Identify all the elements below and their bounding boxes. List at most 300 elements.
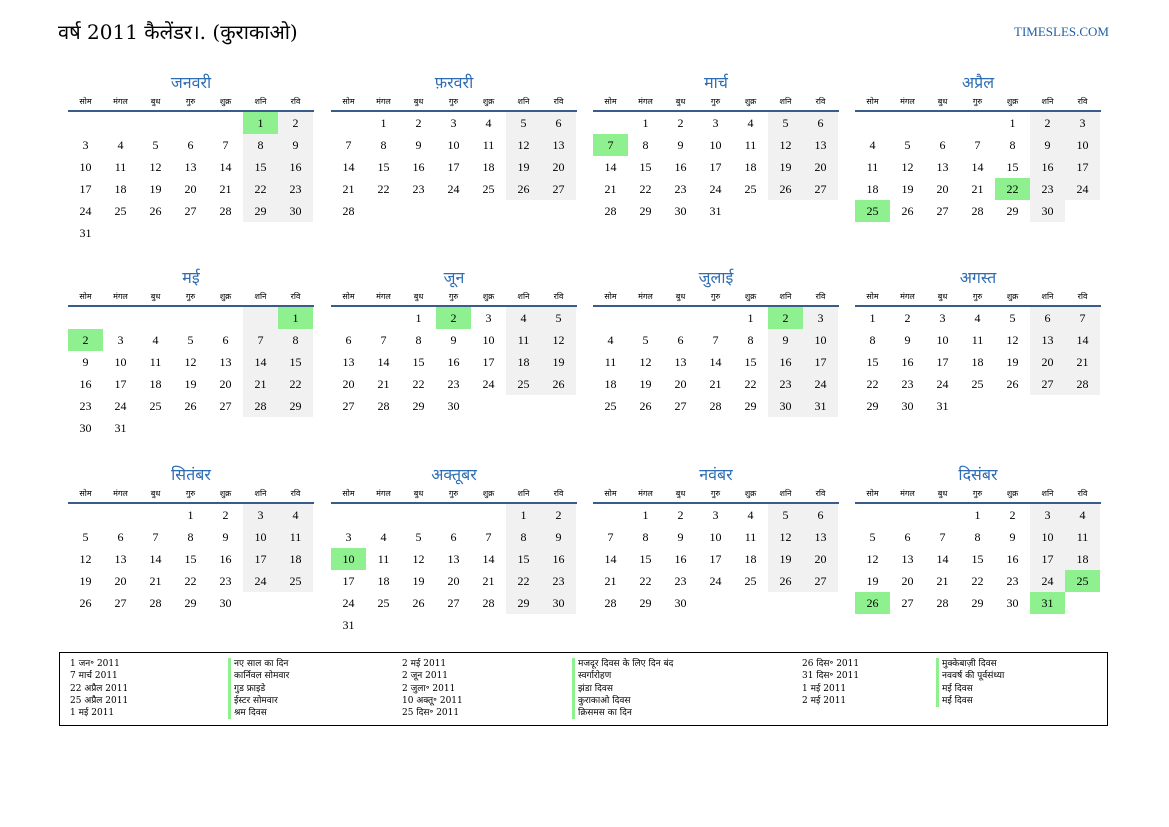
day-cell[interactable]: 22 <box>278 373 313 395</box>
day-cell[interactable]: 17 <box>1030 548 1065 570</box>
day-cell[interactable]: 6 <box>904 530 911 544</box>
day-cell[interactable]: 5 <box>415 530 422 544</box>
day-cell[interactable]: 24 <box>936 377 949 391</box>
day-cell[interactable]: 9 <box>222 530 229 544</box>
day-cell[interactable]: 3 <box>345 530 352 544</box>
day-cell[interactable]: 30 <box>79 421 92 435</box>
day-cell[interactable]: 10 <box>1030 526 1065 548</box>
day-cell[interactable]: 16 <box>768 351 803 373</box>
day-cell[interactable]: 12 <box>866 552 879 566</box>
day-cell[interactable]: 22 <box>412 377 425 391</box>
day-cell[interactable]: 19 <box>412 574 425 588</box>
day-cell[interactable]: 15 <box>971 552 984 566</box>
day-cell[interactable]: 2 <box>677 116 684 130</box>
day-cell[interactable]: 2 <box>677 508 684 522</box>
day-cell[interactable]: 9 <box>541 526 576 548</box>
day-cell[interactable]: 14 <box>936 552 949 566</box>
day-cell[interactable]: 29 <box>639 596 652 610</box>
day-cell[interactable]: 30 <box>901 399 914 413</box>
day-cell[interactable]: 7 <box>485 530 492 544</box>
day-cell[interactable]: 13 <box>1030 329 1065 351</box>
day-cell[interactable]: 14 <box>604 552 617 566</box>
day-cell[interactable]: 28 <box>604 596 617 610</box>
day-cell[interactable]: 8 <box>278 329 313 351</box>
day-cell[interactable]: 25 <box>377 596 390 610</box>
day-cell[interactable]: 8 <box>869 333 876 347</box>
day-cell[interactable]: 7 <box>593 134 628 156</box>
day-cell[interactable]: 9 <box>278 134 313 156</box>
day-cell[interactable]: 27 <box>674 399 687 413</box>
day-cell[interactable]: 27 <box>342 399 355 413</box>
day-cell[interactable]: 14 <box>219 160 232 174</box>
day-cell[interactable]: 3 <box>82 138 89 152</box>
day-cell[interactable]: 17 <box>936 355 949 369</box>
day-cell[interactable]: 25 <box>278 570 313 592</box>
day-cell[interactable]: 29 <box>278 395 313 417</box>
day-cell[interactable]: 13 <box>901 552 914 566</box>
day-cell[interactable]: 24 <box>1065 178 1100 200</box>
day-cell[interactable]: 21 <box>936 574 949 588</box>
day-cell[interactable]: 14 <box>342 160 355 174</box>
day-cell[interactable]: 7 <box>607 530 614 544</box>
day-cell[interactable]: 9 <box>677 138 684 152</box>
day-cell[interactable]: 26 <box>639 399 652 413</box>
day-cell[interactable]: 7 <box>939 530 946 544</box>
day-cell[interactable]: 1 <box>506 504 541 526</box>
day-cell[interactable]: 17 <box>1065 156 1100 178</box>
day-cell[interactable]: 5 <box>541 307 576 329</box>
day-cell[interactable]: 10 <box>114 355 127 369</box>
day-cell[interactable]: 4 <box>1065 504 1100 526</box>
day-cell[interactable]: 17 <box>342 574 355 588</box>
day-cell[interactable]: 29 <box>412 399 425 413</box>
day-cell[interactable]: 21 <box>604 574 617 588</box>
day-cell[interactable]: 14 <box>243 351 278 373</box>
day-cell[interactable]: 24 <box>342 596 355 610</box>
day-cell[interactable]: 11 <box>114 160 127 174</box>
day-cell[interactable]: 12 <box>412 552 425 566</box>
day-cell[interactable]: 28 <box>149 596 162 610</box>
day-cell[interactable]: 21 <box>1065 351 1100 373</box>
day-cell[interactable]: 13 <box>674 355 687 369</box>
day-cell[interactable]: 25 <box>482 182 495 196</box>
day-cell[interactable]: 28 <box>219 204 232 218</box>
day-cell[interactable]: 6 <box>803 112 838 134</box>
day-cell[interactable]: 30 <box>1030 200 1065 222</box>
day-cell[interactable]: 19 <box>639 377 652 391</box>
day-cell[interactable]: 27 <box>803 178 838 200</box>
day-cell[interactable]: 25 <box>604 399 617 413</box>
day-cell[interactable]: 5 <box>187 333 194 347</box>
day-cell[interactable]: 8 <box>642 138 649 152</box>
day-cell[interactable]: 11 <box>971 333 984 347</box>
day-cell[interactable]: 4 <box>747 508 754 522</box>
day-cell[interactable]: 24 <box>482 377 495 391</box>
day-cell[interactable]: 22 <box>184 574 197 588</box>
day-cell[interactable]: 11 <box>278 526 313 548</box>
day-cell[interactable]: 20 <box>803 548 838 570</box>
day-cell[interactable]: 21 <box>482 574 495 588</box>
day-cell[interactable]: 27 <box>901 596 914 610</box>
day-cell[interactable]: 2 <box>278 112 313 134</box>
day-cell[interactable]: 11 <box>604 355 617 369</box>
day-cell[interactable]: 6 <box>450 530 457 544</box>
day-cell[interactable]: 22 <box>506 570 541 592</box>
day-cell[interactable]: 10 <box>709 138 722 152</box>
day-cell[interactable]: 24 <box>709 574 722 588</box>
day-cell[interactable]: 11 <box>744 138 757 152</box>
day-cell[interactable]: 14 <box>1065 329 1100 351</box>
day-cell[interactable]: 24 <box>447 182 460 196</box>
day-cell[interactable]: 28 <box>971 204 984 218</box>
day-cell[interactable]: 28 <box>377 399 390 413</box>
day-cell[interactable]: 17 <box>709 552 722 566</box>
day-cell[interactable]: 22 <box>744 377 757 391</box>
day-cell[interactable]: 4 <box>152 333 159 347</box>
day-cell[interactable]: 3 <box>485 311 492 325</box>
day-cell[interactable]: 23 <box>541 570 576 592</box>
day-cell[interactable]: 4 <box>869 138 876 152</box>
day-cell[interactable]: 22 <box>866 377 879 391</box>
day-cell[interactable]: 16 <box>674 160 687 174</box>
day-cell[interactable]: 13 <box>447 552 460 566</box>
day-cell[interactable]: 7 <box>345 138 352 152</box>
day-cell[interactable]: 30 <box>447 399 460 413</box>
day-cell[interactable]: 14 <box>149 552 162 566</box>
day-cell[interactable]: 3 <box>712 116 719 130</box>
day-cell[interactable]: 15 <box>639 552 652 566</box>
day-cell[interactable]: 27 <box>219 399 232 413</box>
day-cell[interactable]: 10 <box>1065 134 1100 156</box>
day-cell[interactable]: 11 <box>1065 526 1100 548</box>
day-cell[interactable]: 28 <box>243 395 278 417</box>
day-cell[interactable]: 9 <box>450 333 457 347</box>
day-cell[interactable]: 8 <box>415 333 422 347</box>
day-cell[interactable]: 30 <box>1006 596 1019 610</box>
day-cell[interactable]: 15 <box>506 548 541 570</box>
day-cell[interactable]: 18 <box>604 377 617 391</box>
day-cell[interactable]: 2 <box>222 508 229 522</box>
day-cell[interactable]: 29 <box>243 200 278 222</box>
day-cell[interactable]: 18 <box>1065 548 1100 570</box>
day-cell[interactable]: 2 <box>1030 112 1065 134</box>
day-cell[interactable]: 17 <box>114 377 127 391</box>
day-cell[interactable]: 24 <box>709 182 722 196</box>
day-cell[interactable]: 4 <box>117 138 124 152</box>
day-cell[interactable]: 27 <box>803 570 838 592</box>
day-cell[interactable]: 18 <box>971 355 984 369</box>
day-cell[interactable]: 6 <box>803 504 838 526</box>
day-cell[interactable]: 20 <box>541 156 576 178</box>
day-cell[interactable]: 8 <box>243 134 278 156</box>
day-cell[interactable]: 27 <box>114 596 127 610</box>
day-cell[interactable]: 8 <box>974 530 981 544</box>
day-cell[interactable]: 8 <box>380 138 387 152</box>
day-cell[interactable]: 5 <box>642 333 649 347</box>
day-cell[interactable]: 26 <box>768 570 803 592</box>
day-cell[interactable]: 26 <box>184 399 197 413</box>
day-cell[interactable]: 17 <box>447 160 460 174</box>
day-cell[interactable]: 30 <box>674 204 687 218</box>
day-cell[interactable]: 21 <box>971 182 984 196</box>
day-cell[interactable]: 19 <box>541 351 576 373</box>
day-cell[interactable]: 8 <box>506 526 541 548</box>
day-cell[interactable]: 19 <box>768 156 803 178</box>
day-cell[interactable]: 8 <box>642 530 649 544</box>
day-cell[interactable]: 7 <box>1065 307 1100 329</box>
day-cell[interactable]: 11 <box>377 552 390 566</box>
day-cell[interactable]: 21 <box>243 373 278 395</box>
day-cell[interactable]: 2 <box>904 311 911 325</box>
day-cell[interactable]: 6 <box>541 112 576 134</box>
day-cell[interactable]: 4 <box>607 333 614 347</box>
day-cell[interactable]: 19 <box>149 182 162 196</box>
day-cell[interactable]: 9 <box>415 138 422 152</box>
day-cell[interactable]: 31 <box>342 618 355 632</box>
day-cell[interactable]: 14 <box>709 355 722 369</box>
day-cell[interactable]: 15 <box>377 160 390 174</box>
day-cell[interactable]: 12 <box>768 134 803 156</box>
day-cell[interactable]: 1 <box>1009 116 1016 130</box>
day-cell[interactable]: 24 <box>803 373 838 395</box>
day-cell[interactable]: 18 <box>482 160 495 174</box>
day-cell[interactable]: 20 <box>447 574 460 588</box>
day-cell[interactable]: 5 <box>869 530 876 544</box>
day-cell[interactable]: 3 <box>803 307 838 329</box>
day-cell[interactable]: 7 <box>974 138 981 152</box>
day-cell[interactable]: 23 <box>901 377 914 391</box>
day-cell[interactable]: 21 <box>604 182 617 196</box>
day-cell[interactable]: 19 <box>901 182 914 196</box>
day-cell[interactable]: 23 <box>1006 574 1019 588</box>
day-cell[interactable]: 16 <box>541 548 576 570</box>
day-cell[interactable]: 5 <box>768 112 803 134</box>
day-cell[interactable]: 1 <box>415 311 422 325</box>
day-cell[interactable]: 5 <box>82 530 89 544</box>
day-cell[interactable]: 18 <box>278 548 313 570</box>
day-cell[interactable]: 28 <box>1065 373 1100 395</box>
day-cell[interactable]: 16 <box>278 156 313 178</box>
day-cell[interactable]: 25 <box>744 182 757 196</box>
day-cell[interactable]: 6 <box>222 333 229 347</box>
day-cell[interactable]: 5 <box>506 112 541 134</box>
day-cell[interactable]: 18 <box>744 552 757 566</box>
day-cell[interactable]: 13 <box>114 552 127 566</box>
day-cell[interactable]: 21 <box>219 182 232 196</box>
day-cell[interactable]: 12 <box>79 552 92 566</box>
day-cell[interactable]: 25 <box>1065 570 1100 592</box>
day-cell[interactable]: 4 <box>506 307 541 329</box>
day-cell[interactable]: 28 <box>709 399 722 413</box>
day-cell[interactable]: 10 <box>803 329 838 351</box>
day-cell[interactable]: 10 <box>331 548 366 570</box>
day-cell[interactable]: 18 <box>506 351 541 373</box>
day-cell[interactable]: 20 <box>936 182 949 196</box>
day-cell[interactable]: 17 <box>482 355 495 369</box>
day-cell[interactable]: 14 <box>971 160 984 174</box>
day-cell[interactable]: 31 <box>936 399 949 413</box>
day-cell[interactable]: 23 <box>674 574 687 588</box>
day-cell[interactable]: 19 <box>506 156 541 178</box>
day-cell[interactable]: 26 <box>768 178 803 200</box>
day-cell[interactable]: 24 <box>114 399 127 413</box>
day-cell[interactable]: 19 <box>768 548 803 570</box>
day-cell[interactable]: 17 <box>79 182 92 196</box>
day-cell[interactable]: 13 <box>184 160 197 174</box>
day-cell[interactable]: 7 <box>712 333 719 347</box>
day-cell[interactable]: 22 <box>639 574 652 588</box>
day-cell[interactable]: 7 <box>243 329 278 351</box>
day-cell[interactable]: 2 <box>415 116 422 130</box>
day-cell[interactable]: 13 <box>342 355 355 369</box>
day-cell[interactable]: 20 <box>674 377 687 391</box>
day-cell[interactable]: 22 <box>639 182 652 196</box>
day-cell[interactable]: 15 <box>184 552 197 566</box>
day-cell[interactable]: 19 <box>79 574 92 588</box>
day-cell[interactable]: 25 <box>149 399 162 413</box>
day-cell[interactable]: 3 <box>939 311 946 325</box>
day-cell[interactable]: 9 <box>904 333 911 347</box>
day-cell[interactable]: 30 <box>768 395 803 417</box>
day-cell[interactable]: 8 <box>747 333 754 347</box>
day-cell[interactable]: 18 <box>149 377 162 391</box>
day-cell[interactable]: 7 <box>222 138 229 152</box>
day-cell[interactable]: 26 <box>506 178 541 200</box>
day-cell[interactable]: 21 <box>342 182 355 196</box>
day-cell[interactable]: 26 <box>541 373 576 395</box>
day-cell[interactable]: 8 <box>187 530 194 544</box>
day-cell[interactable]: 15 <box>412 355 425 369</box>
day-cell[interactable]: 16 <box>447 355 460 369</box>
day-cell[interactable]: 27 <box>541 178 576 200</box>
day-cell[interactable]: 16 <box>901 355 914 369</box>
day-cell[interactable]: 10 <box>936 333 949 347</box>
day-cell[interactable]: 12 <box>768 526 803 548</box>
site-link[interactable]: TIMESLES.COM <box>1014 24 1109 39</box>
day-cell[interactable]: 23 <box>79 399 92 413</box>
day-cell[interactable]: 12 <box>149 160 162 174</box>
day-cell[interactable]: 22 <box>243 178 278 200</box>
day-cell[interactable]: 29 <box>506 592 541 614</box>
day-cell[interactable]: 26 <box>901 204 914 218</box>
day-cell[interactable]: 15 <box>243 156 278 178</box>
day-cell[interactable]: 17 <box>243 548 278 570</box>
day-cell[interactable]: 10 <box>709 530 722 544</box>
day-cell[interactable]: 9 <box>1009 530 1016 544</box>
day-cell[interactable]: 1 <box>187 508 194 522</box>
day-cell[interactable]: 3 <box>243 504 278 526</box>
day-cell[interactable]: 23 <box>219 574 232 588</box>
day-cell[interactable]: 6 <box>1030 307 1065 329</box>
day-cell[interactable]: 19 <box>866 574 879 588</box>
day-cell[interactable]: 3 <box>1065 112 1100 134</box>
day-cell[interactable]: 15 <box>744 355 757 369</box>
day-cell[interactable]: 23 <box>674 182 687 196</box>
day-cell[interactable]: 15 <box>866 355 879 369</box>
day-cell[interactable]: 27 <box>447 596 460 610</box>
day-cell[interactable]: 29 <box>744 399 757 413</box>
day-cell[interactable]: 1 <box>642 508 649 522</box>
day-cell[interactable]: 12 <box>184 355 197 369</box>
day-cell[interactable]: 20 <box>184 182 197 196</box>
day-cell[interactable]: 4 <box>380 530 387 544</box>
day-cell[interactable]: 27 <box>936 204 949 218</box>
day-cell[interactable]: 17 <box>709 160 722 174</box>
day-cell[interactable]: 19 <box>1006 355 1019 369</box>
day-cell[interactable]: 26 <box>412 596 425 610</box>
day-cell[interactable]: 26 <box>1006 377 1019 391</box>
day-cell[interactable]: 23 <box>1030 178 1065 200</box>
day-cell[interactable]: 15 <box>639 160 652 174</box>
day-cell[interactable]: 20 <box>1030 351 1065 373</box>
day-cell[interactable]: 18 <box>866 182 879 196</box>
day-cell[interactable]: 29 <box>184 596 197 610</box>
day-cell[interactable]: 8 <box>1009 138 1016 152</box>
day-cell[interactable]: 2 <box>1009 508 1016 522</box>
day-cell[interactable]: 29 <box>1006 204 1019 218</box>
day-cell[interactable]: 13 <box>541 134 576 156</box>
day-cell[interactable]: 6 <box>677 333 684 347</box>
day-cell[interactable]: 14 <box>377 355 390 369</box>
day-cell[interactable]: 1 <box>747 311 754 325</box>
day-cell[interactable]: 22 <box>377 182 390 196</box>
day-cell[interactable]: 10 <box>79 160 92 174</box>
day-cell[interactable]: 11 <box>744 530 757 544</box>
day-cell[interactable]: 1 <box>869 311 876 325</box>
day-cell[interactable]: 20 <box>342 377 355 391</box>
day-cell[interactable]: 25 <box>855 200 890 222</box>
day-cell[interactable]: 31 <box>709 204 722 218</box>
day-cell[interactable]: 12 <box>506 134 541 156</box>
day-cell[interactable]: 6 <box>939 138 946 152</box>
day-cell[interactable]: 16 <box>219 552 232 566</box>
day-cell[interactable]: 24 <box>243 570 278 592</box>
day-cell[interactable]: 30 <box>219 596 232 610</box>
day-cell[interactable]: 24 <box>1030 570 1065 592</box>
day-cell[interactable]: 6 <box>117 530 124 544</box>
day-cell[interactable]: 5 <box>1009 311 1016 325</box>
day-cell[interactable]: 6 <box>345 333 352 347</box>
day-cell[interactable]: 30 <box>674 596 687 610</box>
day-cell[interactable]: 21 <box>377 377 390 391</box>
day-cell[interactable]: 3 <box>117 333 124 347</box>
day-cell[interactable]: 25 <box>506 373 541 395</box>
day-cell[interactable]: 16 <box>1006 552 1019 566</box>
day-cell[interactable]: 22 <box>971 574 984 588</box>
day-cell[interactable]: 3 <box>712 508 719 522</box>
day-cell[interactable]: 4 <box>278 504 313 526</box>
day-cell[interactable]: 26 <box>855 592 890 614</box>
day-cell[interactable]: 5 <box>152 138 159 152</box>
day-cell[interactable]: 29 <box>971 596 984 610</box>
day-cell[interactable]: 15 <box>1006 160 1019 174</box>
day-cell[interactable]: 18 <box>744 160 757 174</box>
day-cell[interactable]: 14 <box>482 552 495 566</box>
day-cell[interactable]: 1 <box>278 307 313 329</box>
day-cell[interactable]: 14 <box>604 160 617 174</box>
day-cell[interactable]: 13 <box>936 160 949 174</box>
day-cell[interactable]: 21 <box>149 574 162 588</box>
day-cell[interactable]: 16 <box>79 377 92 391</box>
day-cell[interactable]: 5 <box>768 504 803 526</box>
day-cell[interactable]: 11 <box>482 138 495 152</box>
day-cell[interactable]: 10 <box>482 333 495 347</box>
day-cell[interactable]: 5 <box>904 138 911 152</box>
day-cell[interactable]: 11 <box>149 355 162 369</box>
day-cell[interactable]: 30 <box>541 592 576 614</box>
day-cell[interactable]: 23 <box>412 182 425 196</box>
day-cell[interactable]: 13 <box>803 526 838 548</box>
